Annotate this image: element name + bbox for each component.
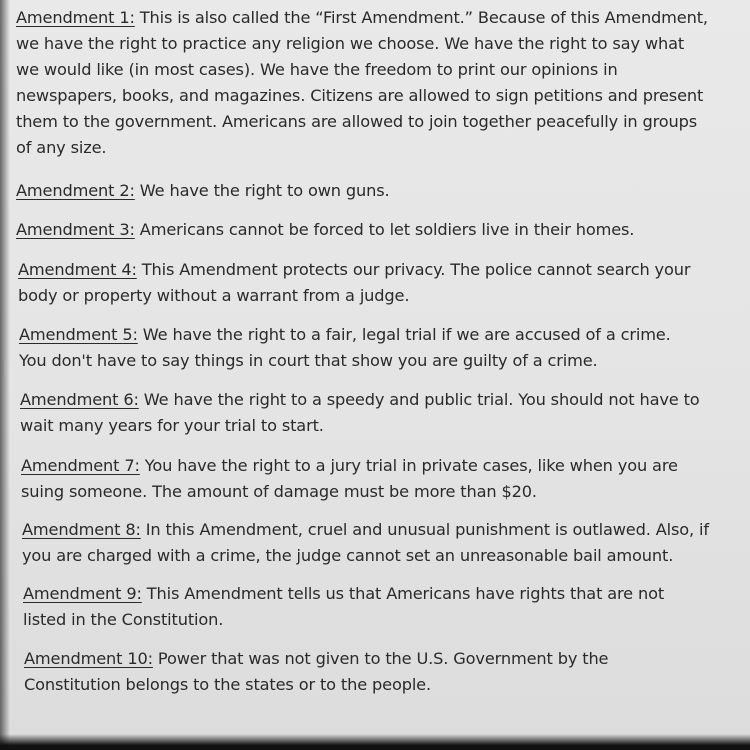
amendment-4-text-line-2: body or property without a warrant from a judge. [18,286,410,305]
amendment-7-text-line-1: You have the right to a jury trial in private cases, like when you are [139,456,678,475]
amendment-2-text-line-1: We have the right to own guns. [134,181,390,200]
amendment-1-text-line-2: we have the right to practice any religion we choose. We have the right to say what [16,34,685,53]
amendment-10-label: Amendment 10: [24,649,153,668]
amendment-8-text-line-2: you are charged with a crime, the judge cannot set an unreasonable bail amount. [22,546,674,565]
amendment-8-label: Amendment 8: [22,520,141,539]
amendment-1-paragraph [16,5,746,161]
amendment-1-text-line-5: them to the government. Americans are allowed to join together peacefully in groups [16,112,698,131]
amendment-5-text-line-2: You don't have to say things in court that show you are guilty of a crime. [19,351,598,370]
amendment-5-text-line-1: We have the right to a fair, legal trial if we are accused of a crime. [137,325,671,344]
amendment-1-text-line-3: we would like (in most cases). We have the freedom to print our opinions in [16,60,618,79]
amendment-6-text-line-1: We have the right to a speedy and public trial. You should not have to [138,390,700,409]
amendment-10-paragraph [24,646,750,698]
amendment-7-label: Amendment 7: [21,456,140,475]
amendment-7-paragraph [21,453,750,505]
amendment-3-label: Amendment 3: [16,220,135,239]
amendment-3-paragraph [16,217,746,243]
amendment-9-label: Amendment 9: [23,584,142,603]
page-edge-shadow [0,0,10,750]
amendment-8-paragraph [22,517,750,569]
amendment-9-paragraph [23,581,750,633]
amendment-10-text-line-1: Power that was not given to the U.S. Government by the [152,649,609,668]
amendment-6-paragraph [20,387,750,439]
amendment-5-label: Amendment 5: [19,325,138,344]
amendment-1-label: Amendment 1: [16,8,135,27]
amendment-9-text-line-1: This Amendment tells us that Americans have rights that are not [141,584,665,603]
amendment-10-text-line-2: Constitution belongs to the states or to the people. [24,675,431,694]
amendment-1-text-line-4: newspapers, books, and magazines. Citizens are allowed to sign petitions and present [16,86,704,105]
amendment-6-text-line-2: wait many years for your trial to start. [20,416,324,435]
amendment-2-paragraph [16,178,746,204]
amendment-4-label: Amendment 4: [18,260,137,279]
amendment-7-text-line-2: suing someone. The amount of damage must be more than $20. [21,482,537,501]
photo-bottom-edge [0,734,750,750]
amendment-3-text-line-1: Americans cannot be forced to let soldiers live in their homes. [134,220,635,239]
amendment-9-text-line-2: listed in the Constitution. [23,610,224,629]
amendment-8-text-line-1: In this Amendment, cruel and unusual punishment is outlawed. Also, if [140,520,709,539]
amendment-6-label: Amendment 6: [20,390,139,409]
amendment-2-label: Amendment 2: [16,181,135,200]
amendment-1-text-line-1: This is also called the “First Amendment.” Because of this Amendment, [134,8,708,27]
amendment-4-text-line-1: This Amendment protects our privacy. The police cannot search your [136,260,691,279]
amendment-1-text-line-6: of any size. [16,138,107,157]
amendment-4-paragraph [18,257,748,309]
amendment-5-paragraph [19,322,749,374]
